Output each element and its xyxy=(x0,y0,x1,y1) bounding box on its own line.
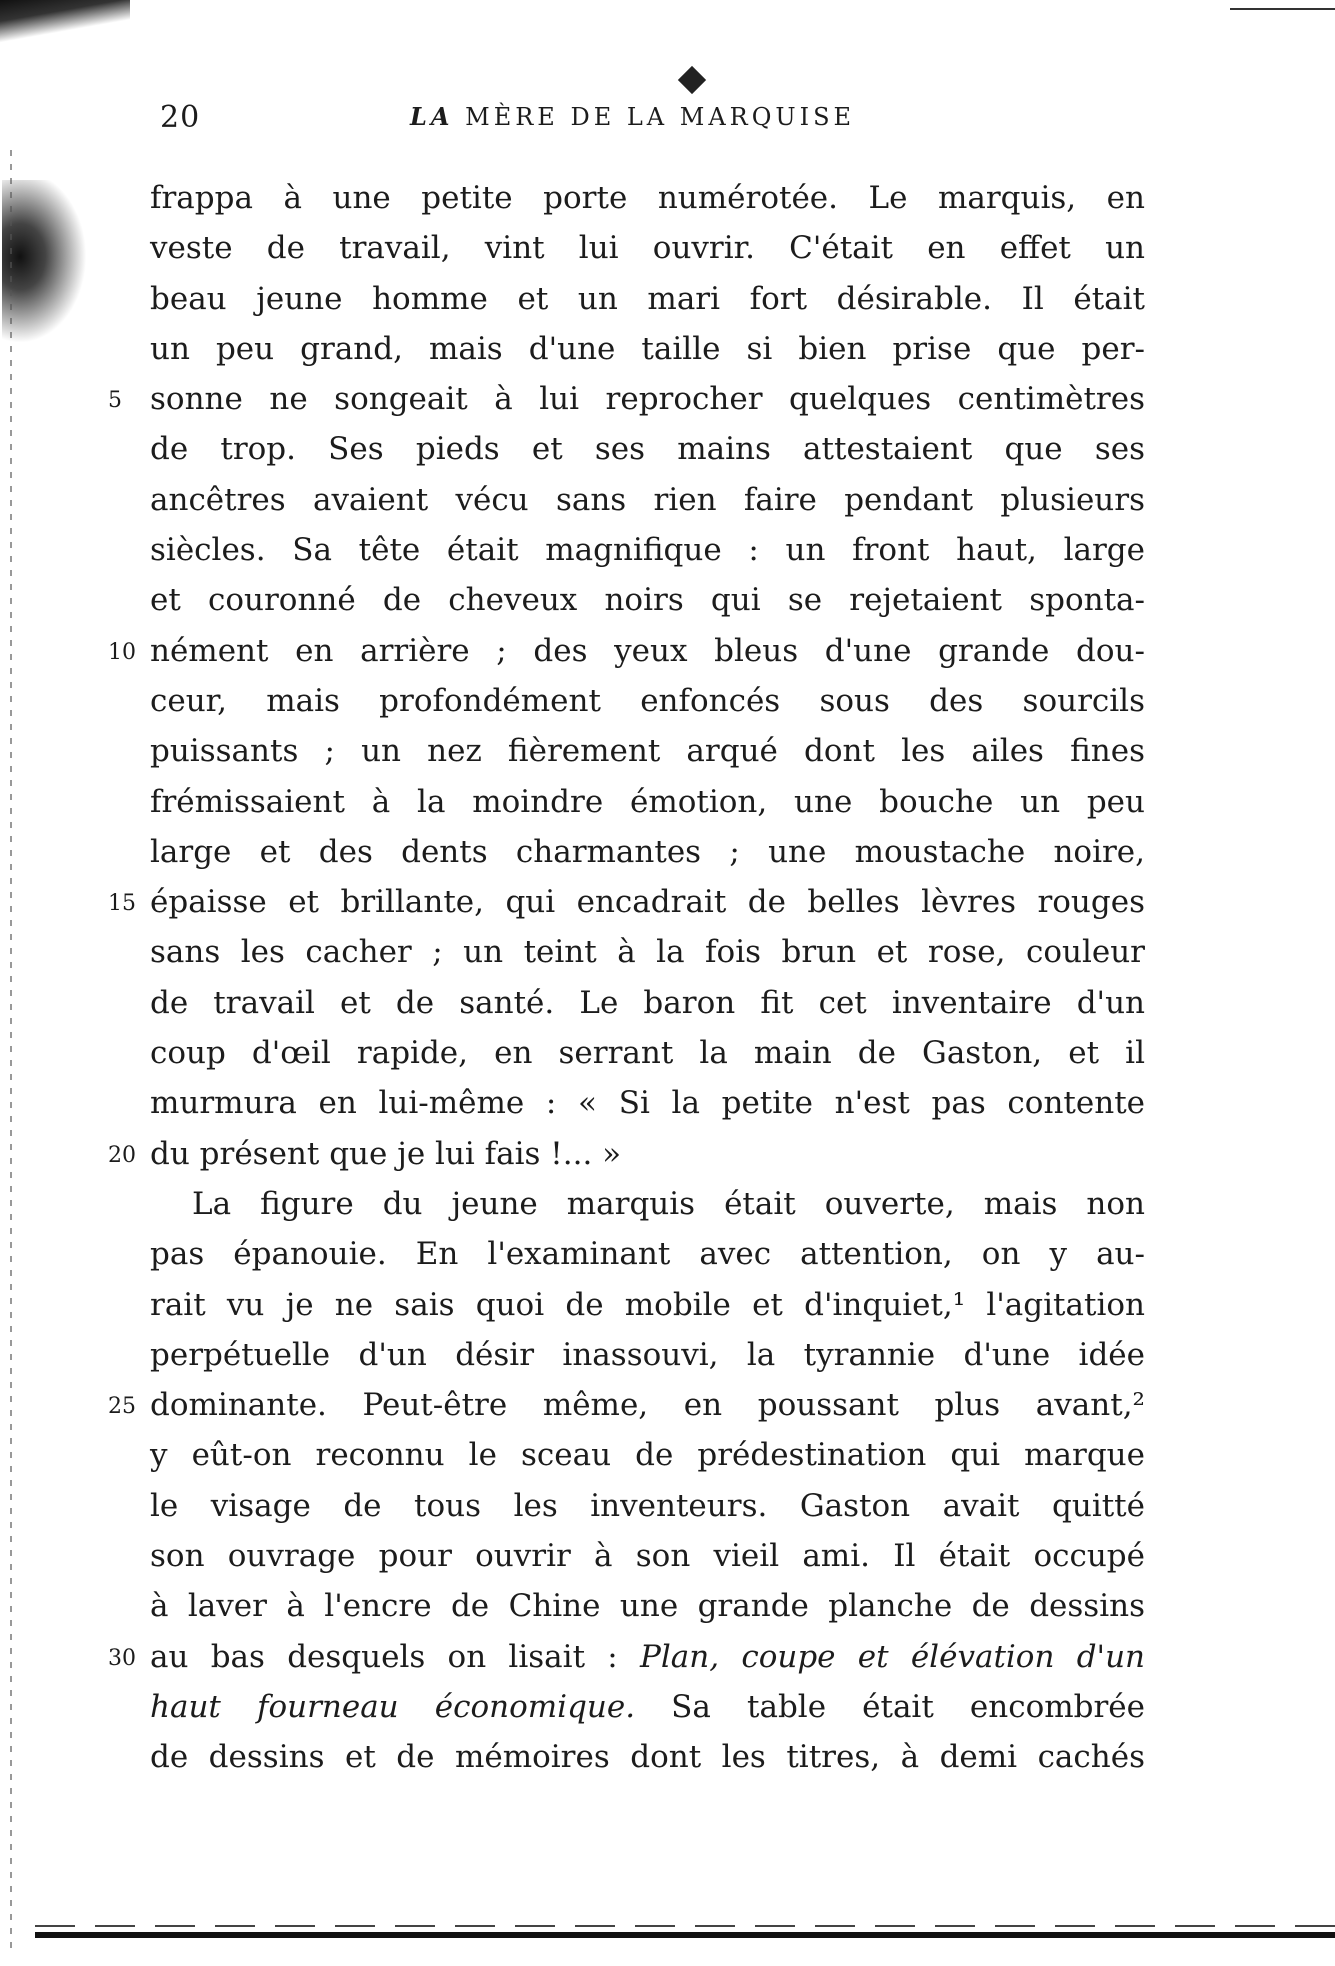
text-line: veste de travail, vint lui ouvrir. C'était en effet un xyxy=(150,230,1145,267)
text-line: et couronné de cheveux noirs qui se rejetaient sponta- xyxy=(150,582,1145,619)
text-line: 5 sonne ne songeait à lui reprocher quelques centimètres xyxy=(150,374,1145,424)
text-line: 10 nément en arrière ; des yeux bleus d'une grande dou- xyxy=(150,626,1145,676)
line-number: 5 xyxy=(108,388,122,414)
text-line: pas épanouie. En l'examinant avec attention, on y au- xyxy=(150,1236,1145,1273)
page-number: 20 xyxy=(160,100,201,135)
line-number: 15 xyxy=(108,891,136,917)
line-number: 30 xyxy=(108,1645,136,1671)
text-line: ceur, mais profondément enfoncés sous des sourcils xyxy=(150,682,1145,719)
text-line: un peu grand, mais d'une taille si bien prise que per- xyxy=(150,330,1145,367)
text-line: de trop. Ses pieds et ses mains attestaient que ses xyxy=(150,431,1145,468)
text-line: rait vu je ne sais quoi de mobile et d'inquiet,¹ l'agitation xyxy=(150,1286,1145,1323)
line-number: 20 xyxy=(108,1142,136,1168)
text-line: son ouvrage pour ouvrir à son vieil ami. Il était occupé xyxy=(150,1538,1145,1575)
page-header xyxy=(160,100,1160,150)
text-line: 30 au bas desquels on lisait : Plan, coupe et élévation d'un xyxy=(150,1632,1145,1682)
text-line: de dessins et de mémoires dont les titres, à demi cachés xyxy=(150,1739,1145,1776)
text-line: large et des dents charmantes ; une moustache noire, xyxy=(150,833,1145,870)
body-text xyxy=(108,173,1145,1783)
text-line: haut fourneau économique. Sa table était encombrée xyxy=(150,1688,1145,1725)
italic-title: Plan, coupe et élévation d'un xyxy=(640,1638,1145,1675)
text-line: siècles. Sa tête était magnifique : un front haut, large xyxy=(150,532,1145,569)
scan-bottom-thin-rule xyxy=(35,1925,1335,1927)
text-line: frémissaient à la moindre émotion, une bouche un peu xyxy=(150,783,1145,820)
text-line: 15 épaisse et brillante, qui encadrait de belles lèvres rouges xyxy=(150,877,1145,927)
text-line: sans les cacher ; un teint à la fois brun et rose, couleur xyxy=(150,934,1145,971)
text-line: y eût-on reconnu le sceau de prédestination qui marque xyxy=(150,1437,1145,1474)
text-line: le visage de tous les inventeurs. Gaston avait quitté xyxy=(150,1487,1145,1524)
text-line: puissants ; un nez fièrement arqué dont les ailes fines xyxy=(150,733,1145,770)
running-title-article: LA xyxy=(410,102,454,131)
text-line: perpétuelle d'un désir inassouvi, la tyrannie d'une idée xyxy=(150,1336,1145,1373)
text-line: coup d'œil rapide, en serrant la main de Gaston, et il xyxy=(150,1035,1145,1072)
scan-corner-artifact xyxy=(0,0,130,48)
scan-left-edge xyxy=(10,150,12,1950)
running-title-rest: MÈRE DE LA MARQUISE xyxy=(465,103,856,131)
text-line: frappa à une petite porte numérotée. Le marquis, en xyxy=(150,180,1145,216)
text-line: beau jeune homme et un mari fort désirable. Il était xyxy=(150,280,1145,317)
running-title xyxy=(410,102,855,131)
text-line: 25 dominante. Peut-être même, en poussant plus avant,² xyxy=(150,1380,1145,1430)
scan-bottom-rule xyxy=(35,1932,1335,1938)
header-ornament-icon xyxy=(678,66,706,94)
scan-top-right-rule xyxy=(1230,8,1335,10)
italic-title: haut fourneau économique. xyxy=(150,1688,636,1725)
text-line: ancêtres avaient vécu sans rien faire pendant plusieurs xyxy=(150,481,1145,518)
line-number: 10 xyxy=(108,639,136,665)
text-line: murmura en lui-même : « Si la petite n'est pas contente xyxy=(150,1085,1145,1122)
text-line: de travail et de santé. Le baron fit cet inventaire d'un xyxy=(150,984,1145,1021)
scan-left-blot xyxy=(2,180,92,350)
text-line: à laver à l'encre de Chine une grande planche de dessins xyxy=(150,1588,1145,1625)
text-line: La figure du jeune marquis était ouverte, mais non xyxy=(192,1185,1145,1222)
text-line: 20 du présent que je lui fais !... » xyxy=(150,1129,1145,1179)
line-number: 25 xyxy=(108,1394,136,1420)
